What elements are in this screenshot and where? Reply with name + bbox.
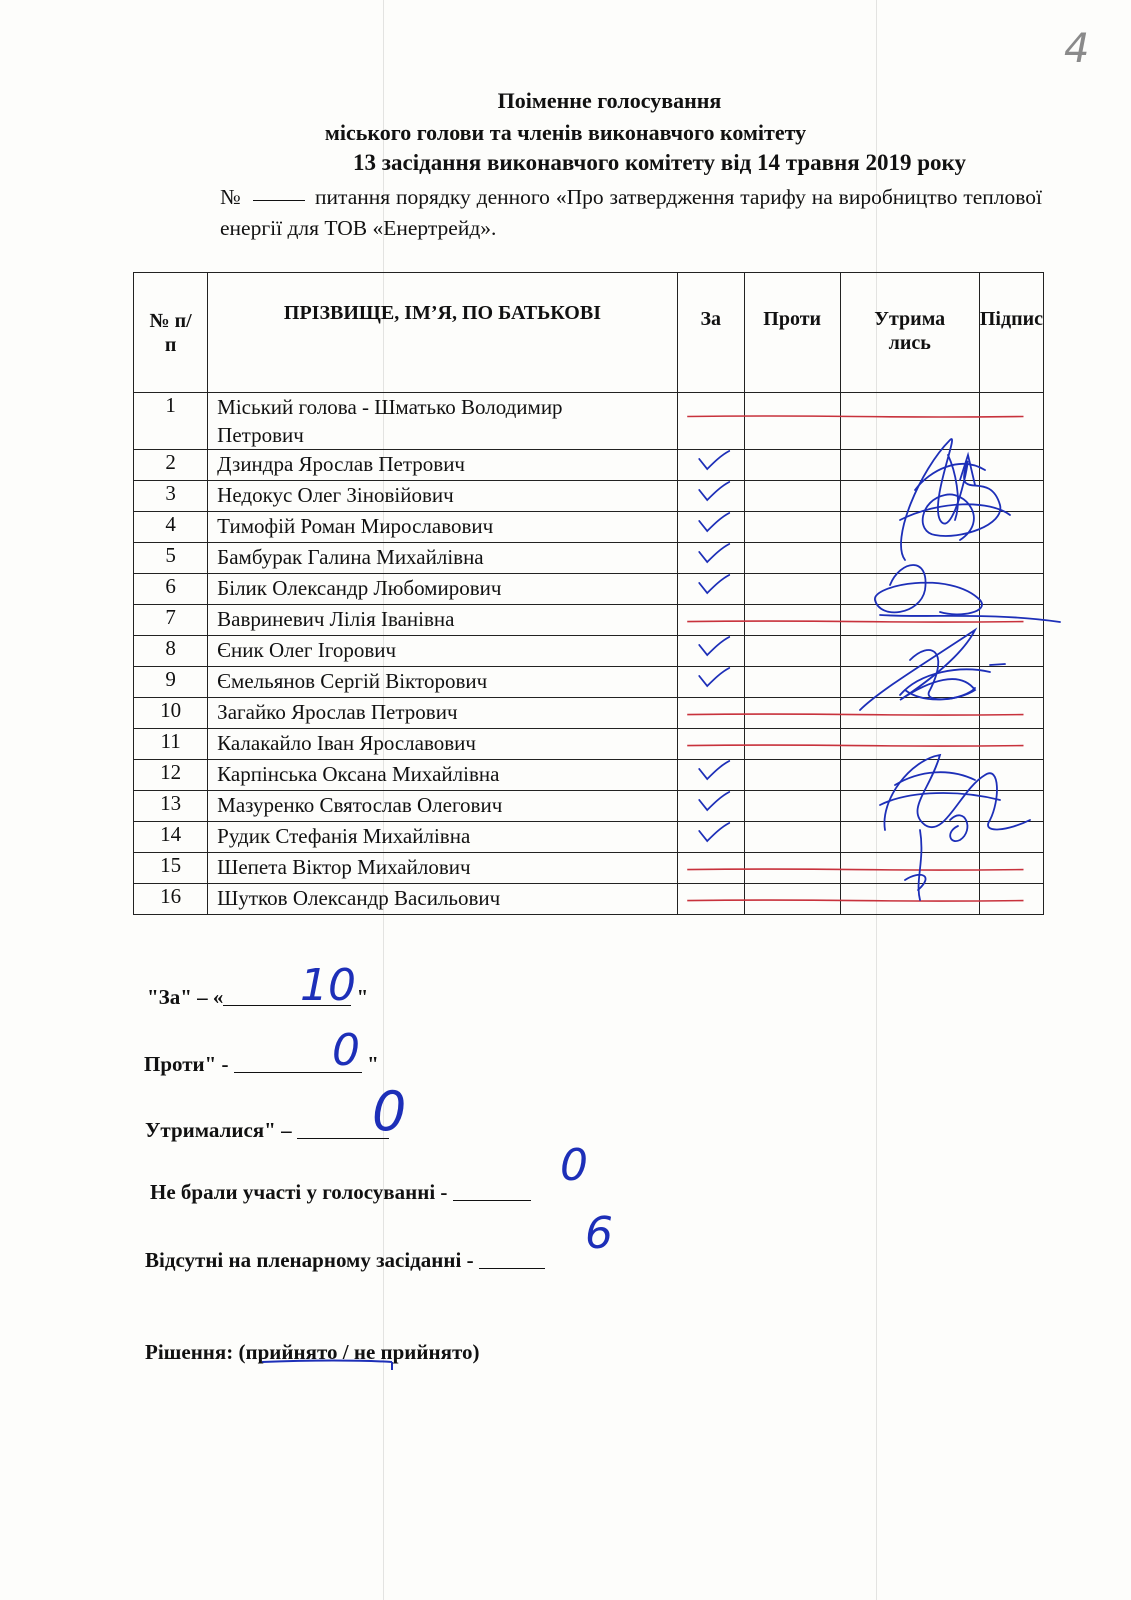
decision-label: Рішення: ( [145,1340,246,1364]
member-number: 16 [134,884,208,915]
result-abstain-value: 0 [372,1080,407,1143]
result-not-voting-label: Не брали участі у голосуванні - [150,1180,448,1204]
signature-scribble-3 [880,755,1030,900]
result-absent-label: Відсутні на пленарному засіданні - [145,1248,474,1272]
result-absent-blank [479,1268,545,1269]
member-number: 5 [134,543,208,574]
member-name: Ємельянов Сергій Вікторович [208,667,678,698]
absent-strike-line [687,714,1023,715]
header-number: № п/ п [134,273,208,393]
result-absent-value: 6 [585,1208,613,1259]
vote-for-check-mark [699,761,729,779]
absent-strike-line [687,745,1023,746]
member-number: 12 [134,760,208,791]
result-not-voting-line [150,1180,531,1205]
member-name: Загайко Ярослав Петрович [208,698,678,729]
result-for-closing-quote: " [356,985,369,1009]
member-name: Калакайло Іван Ярославович [208,729,678,760]
member-name: Рудик Стефанія Михайлівна [208,822,678,853]
header-against: Проти [744,273,840,393]
vote-for-check-mark [699,575,729,593]
result-for-value: 10 [300,960,356,1011]
vote-for-check-mark [699,792,729,810]
member-name: Недокус Олег Зіновійович [208,481,678,512]
member-number: 3 [134,481,208,512]
vote-for-check-mark [699,482,729,500]
vote-for-check-mark [699,637,729,655]
member-name: Бамбурак Галина Михайлівна [208,543,678,574]
member-number: 4 [134,512,208,543]
member-name: Дзиндра Ярослав Петрович [208,450,678,481]
title-line-2: міського голови та членів виконавчого комітету [324,120,807,145]
member-number: 9 [134,667,208,698]
result-absent-line [145,1248,545,1273]
member-number: 8 [134,636,208,667]
decision-separator: / [337,1340,354,1364]
member-number: 6 [134,574,208,605]
member-number: 15 [134,853,208,884]
decision-close: ) [472,1340,480,1364]
vote-for-check-mark [699,513,729,531]
result-abstain-line [145,1118,389,1143]
vote-for-check-mark [699,668,729,686]
member-number: 2 [134,450,208,481]
absent-strike-line [687,900,1023,901]
absent-strike-line [687,416,1023,417]
result-against-label: Проти" - [144,1052,229,1076]
member-number: 13 [134,791,208,822]
member-name: Шутков Олександр Васильович [208,884,678,915]
title-line-3: 13 засідання виконавчого комітету від 14 травня 2019 року [353,150,966,175]
member-name: Вавриневич Лілія Іванівна [208,605,678,636]
member-name: Тимофій Роман Мирославович [208,512,678,543]
member-name: Єник Олег Ігорович [208,636,678,667]
member-name: Карпінська Оксана Михайлівна [208,760,678,791]
vote-for-check-mark [699,544,729,562]
header-abstained: Утрима лись [840,273,979,393]
title-line-1: Поіменне голосування [497,88,722,113]
signature-scribble-1 [875,439,1060,622]
absent-strike-line [687,621,1023,622]
result-against-value: 0 [332,1025,360,1076]
member-number: 7 [134,605,208,636]
member-name: Білик Олександр Любомирович [208,574,678,605]
absent-strike-line [687,869,1023,870]
member-number: 10 [134,698,208,729]
agenda-item-text: питання порядку денного «Про затвердження тарифу на виробництво теплової енергії для ТОВ «Енертрейд». [220,185,1042,240]
decision-adopted-option: прийнято [245,1340,338,1364]
signature-scribble-2 [860,630,1005,710]
member-name: Міський голова - Шматько Володимир Петрович [208,393,678,450]
header-signature: Підпис [979,273,1043,393]
result-for-label: "За" – « [147,985,224,1009]
agenda-number-sign: № [220,185,242,209]
page-number: 4 [1064,26,1090,72]
member-name: Мазуренко Святослав Олегович [208,791,678,822]
header-full-name: ПРІЗВИЩЕ, ІМ’Я, ПО БАТЬКОВІ [208,273,678,393]
member-name: Шепета Віктор Михайлович [208,853,678,884]
result-abstain-label: Утрималися" – [145,1118,292,1142]
header-for: За [677,273,744,393]
member-number: 1 [134,393,208,450]
member-number: 14 [134,822,208,853]
result-not-voting-value: 0 [560,1140,588,1191]
result-not-voting-blank [453,1200,531,1201]
member-number: 11 [134,729,208,760]
decision-rejected-option: не прийнято [353,1340,473,1364]
vote-for-check-mark [699,823,729,841]
vote-for-check-mark [699,451,729,469]
result-against-closing-quote: " [367,1052,379,1076]
decision-line [145,1340,480,1365]
